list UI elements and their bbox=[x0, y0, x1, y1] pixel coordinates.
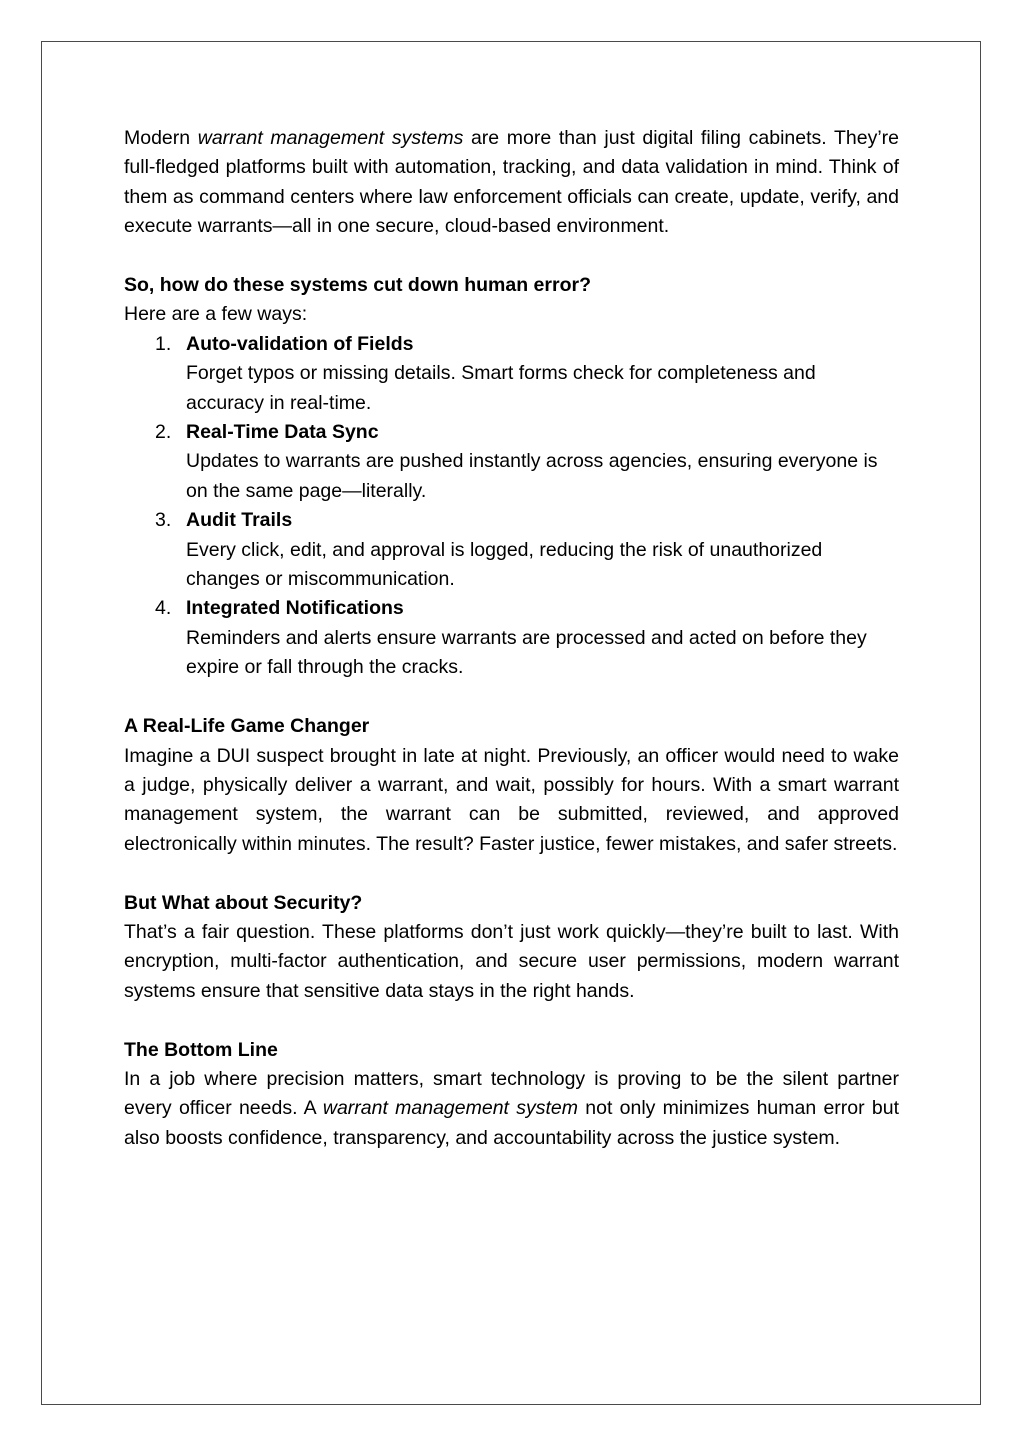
errors-lead: Here are a few ways: bbox=[124, 303, 308, 326]
list-number: 2. bbox=[155, 421, 172, 444]
list-item-description: Every click, edit, and approval is logged, reducing the risk of unauthorized changes or miscommunication. bbox=[186, 538, 823, 591]
list-item-description: Updates to warrants are pushed instantly across agencies, ensuring everyone is on the same page—literally. bbox=[186, 450, 878, 502]
list-item-title: Integrated Notifications bbox=[186, 597, 404, 620]
document-body bbox=[124, 124, 899, 1153]
list-item bbox=[124, 418, 899, 506]
list-item bbox=[124, 330, 899, 418]
bottom-line-emphasis: warrant management system bbox=[322, 1097, 578, 1120]
spacer bbox=[124, 242, 899, 271]
list-item-description: Forget typos or missing details. Smart forms check for completeness and accuracy in real-time. bbox=[186, 362, 816, 414]
bottom-line-lead: In a job where precision matters, smart technology is proving to be the silent partner every officer needs. A bbox=[124, 1067, 899, 1120]
spacer bbox=[124, 683, 899, 712]
security-paragraph: That’s a fair question. These platforms don’t just work quickly—they’re built to last. With encryption, multi-factor authentication, and secure user permissions, modern warrant systems ensure that sensitive data stays in the right hands. bbox=[124, 920, 899, 1002]
bottom-line-rest: not only minimizes human error but also boosts confidence, transparency, and accountability across the justice system. bbox=[124, 1097, 900, 1149]
section-heading-security: But What about Security? bbox=[124, 891, 363, 914]
intro-lead: Modern bbox=[124, 127, 198, 149]
intro-paragraph bbox=[124, 124, 899, 242]
ways-list bbox=[124, 330, 899, 683]
list-item-title: Real-Time Data Sync bbox=[186, 421, 379, 444]
list-number: 1. bbox=[155, 332, 172, 355]
bottom-line-paragraph bbox=[124, 1065, 899, 1153]
game-changer-paragraph: Imagine a DUI suspect brought in late at night. Previously, an officer would need to wake a judge, physically deliver a warrant, and wait, possibly for hours. With a smart warrant management system, the warrant can be submitted, reviewed, and approved electronically within minutes. The result? Faster justice, fewer mistakes, and safer streets. bbox=[124, 744, 899, 855]
spacer bbox=[124, 1006, 899, 1035]
list-item bbox=[124, 506, 899, 594]
list-item-title: Auto-validation of Fields bbox=[186, 332, 414, 355]
list-number: 4. bbox=[155, 597, 172, 620]
list-item-title: Audit Trails bbox=[186, 509, 293, 532]
section-heading-bottom-line: The Bottom Line bbox=[124, 1038, 278, 1061]
section-heading-errors: So, how do these systems cut down human error? bbox=[124, 274, 591, 297]
intro-emphasis: warrant management systems bbox=[197, 127, 464, 149]
spacer bbox=[124, 859, 899, 888]
list-item bbox=[124, 594, 899, 682]
list-item-description: Reminders and alerts ensure warrants are processed and acted on before they expire or fall through the cracks. bbox=[186, 626, 867, 679]
intro-rest: are more than just digital filing cabinets. They’re full-fledged platforms built with automation, tracking, and data validation in mind. Think of them as command centers where law enforcement officials can create, update, verify, and execute warrants—all in one secure, cloud-based environment. bbox=[124, 127, 899, 238]
list-number: 3. bbox=[155, 509, 172, 532]
section-heading-game-changer: A Real-Life Game Changer bbox=[124, 715, 370, 738]
